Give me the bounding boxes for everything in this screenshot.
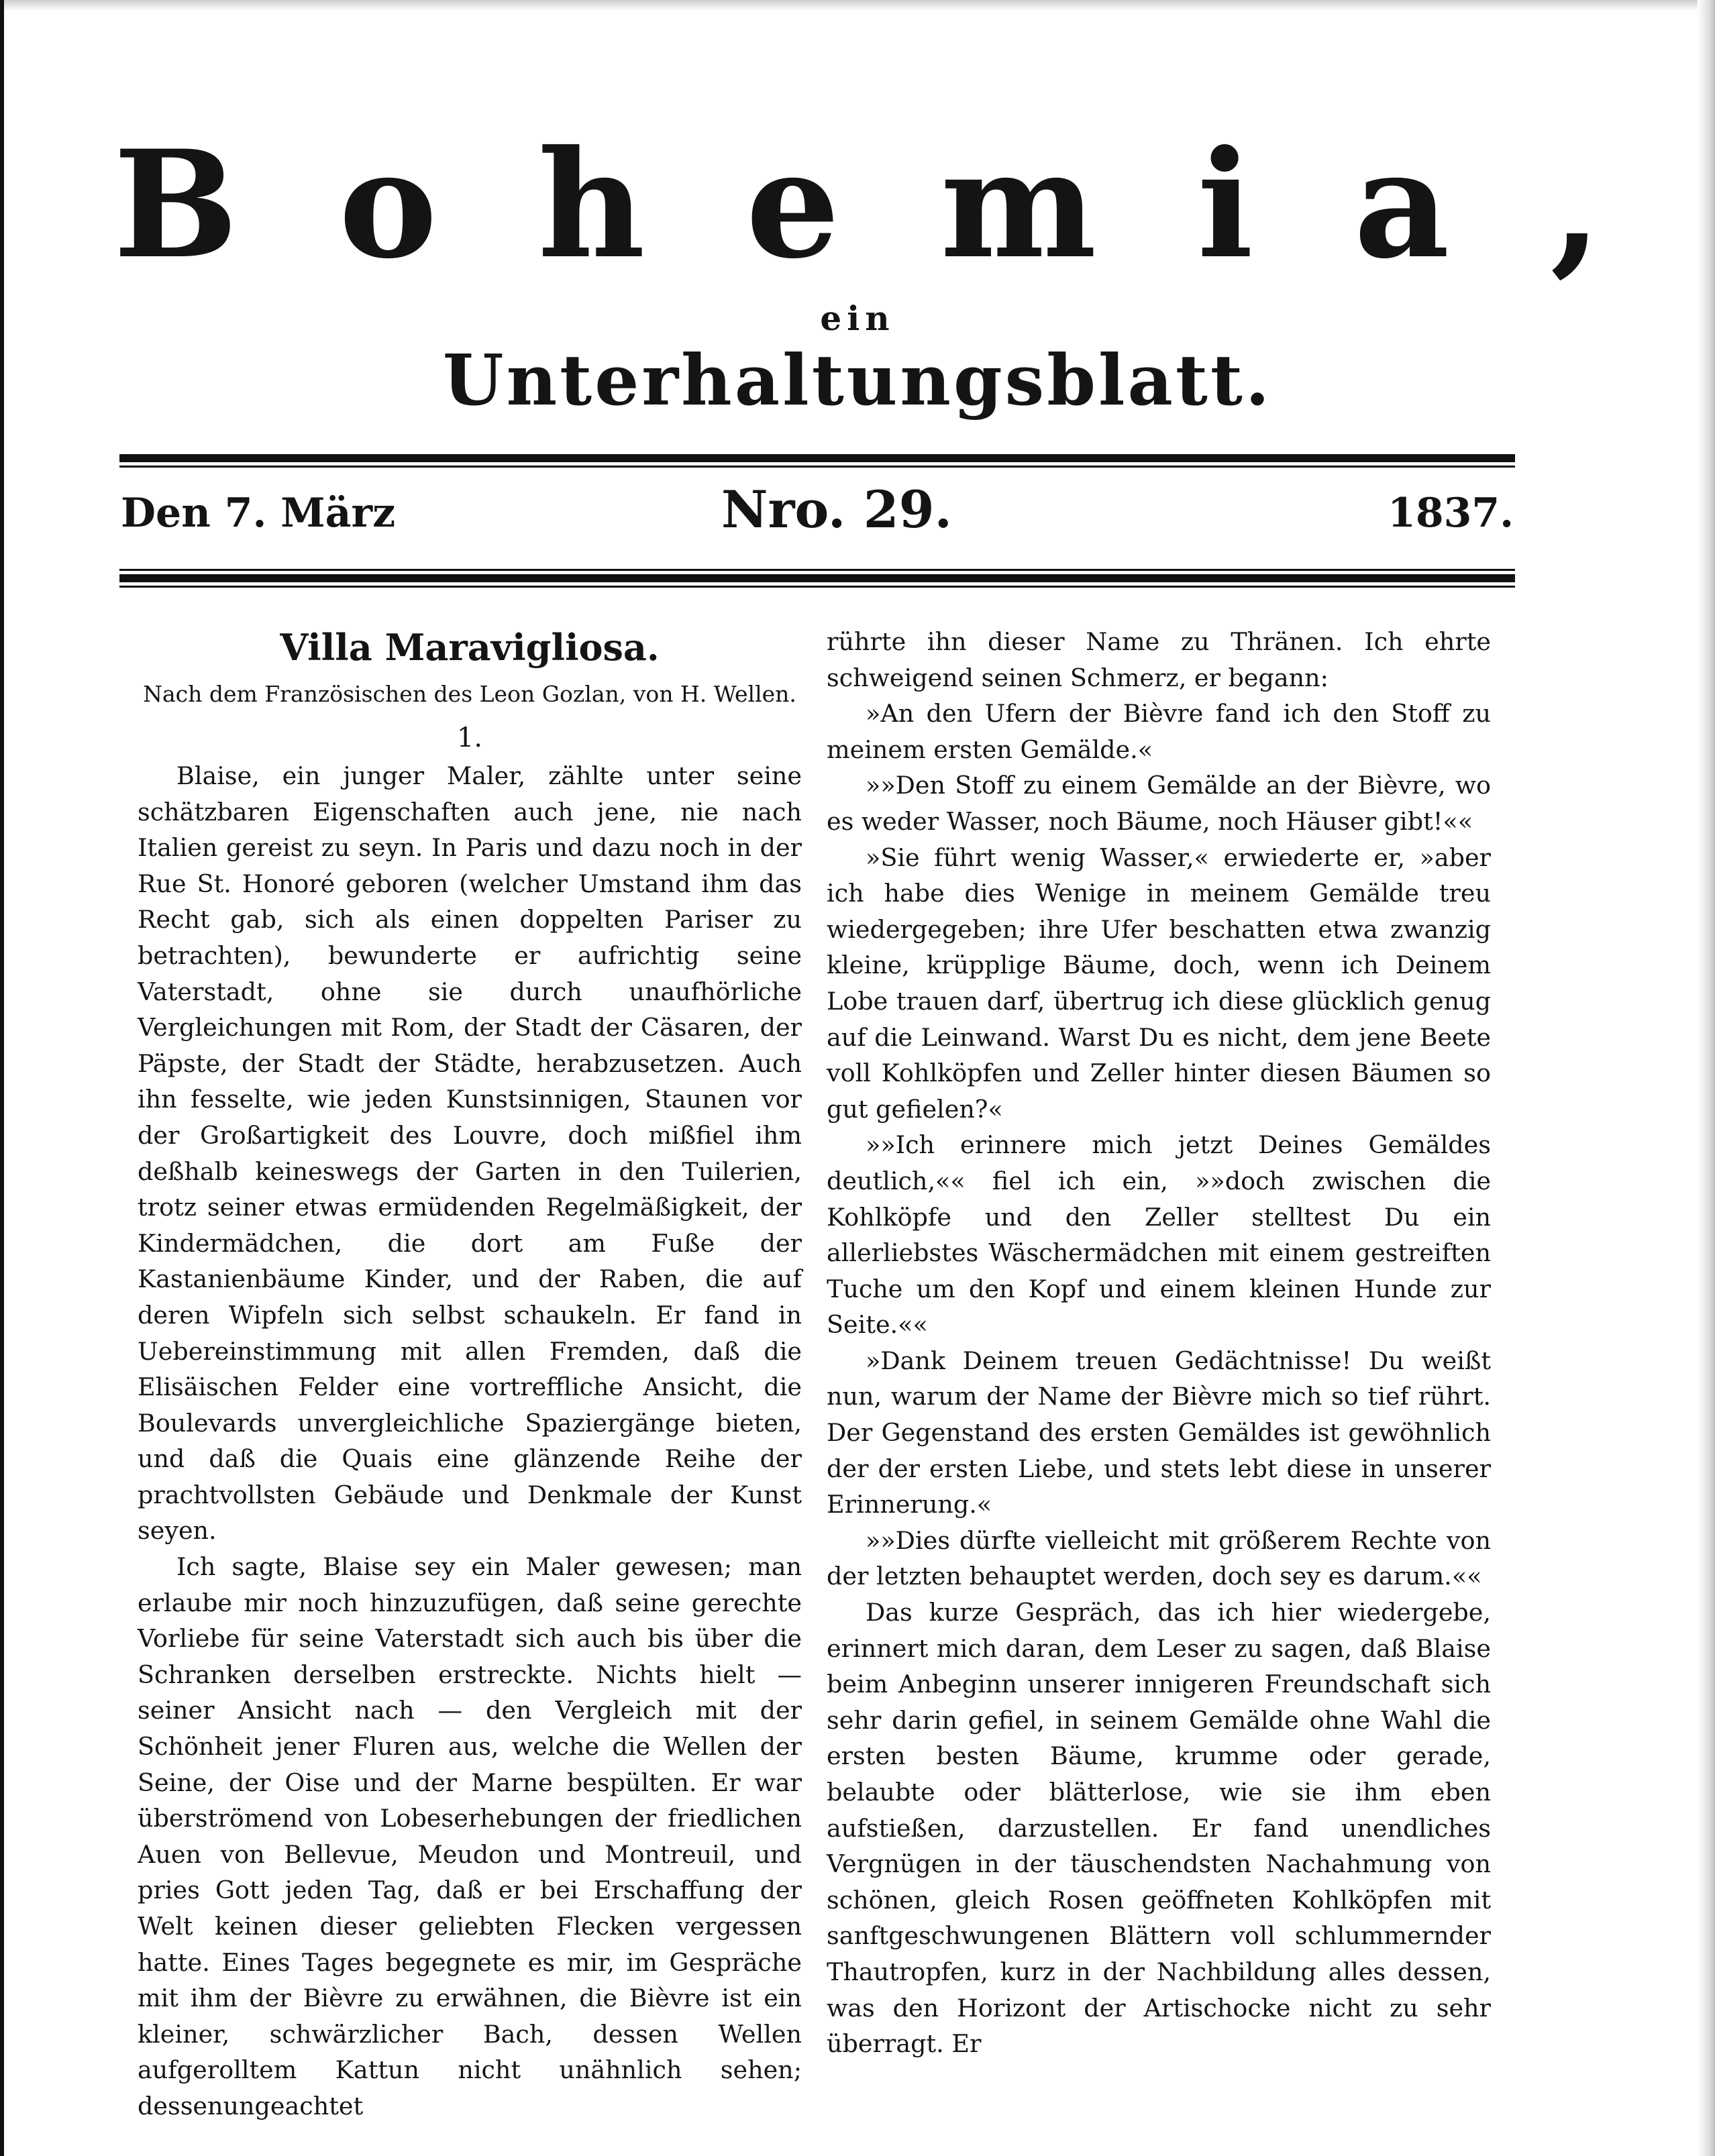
paragraph: Ich sagte, Blaise sey ein Maler gewesen; man erlaube mir noch hinzuzufügen, daß seine gerechte Vorliebe für seine Vaterstadt sich auch bis über die Schranken derselben erstreckte. Nichts hielt — seiner Ansicht nach — den Vergleich mit der Schönheit jener Fluren aus, welche die Wellen der Seine, der Oise und der Marne bespülten. Er war überströmend von Lobeserhebungen der friedlichen Auen von Bellevue, Meudon und Montreuil, und pries Gott jeden Tag, daß er bei Erschaffung der Welt keinen dieser geliebten Flecken vergessen hatte. Eines Tages begegnete es mir, im Gespräche mit ihm der Bièvre zu erwähnen, die Bièvre ist ein kleiner, schwärzlicher Bach, dessen Wellen aufgerolltem Kattun nicht unähnlich sehen; dessenungeachtet [138, 1552, 802, 2120]
article-section-number: 1. [456, 722, 483, 753]
paragraph: »An den Ufern der Bièvre fand ich den Stoff zu meinem ersten Gemälde.« [827, 699, 1491, 764]
issue-date: Den 7. März [121, 490, 396, 537]
paragraph: »»Den Stoff zu einem Gemälde an der Bièvre, wo es weder Wasser, noch Bäume, noch Häuser gibt!«« [827, 771, 1491, 836]
paragraph: »Sie führt wenig Wasser,« erwiederte er, »aber ich habe dies Wenige in meinem Gemälde treu wiedergegeben; ihre Ufer beschatten etwa zwanzig kleine, krüpplige Bäume, doch, wenn ich Deinem Lobe trauen darf, übertrug ich diese glücklich genug auf die Leinwand. Warst Du es nicht, dem jene Beete voll Kohlköpfen und Zeller hinter diesen Bäumen so gut gefielen?« [827, 843, 1491, 1124]
paragraph: rührte ihn dieser Name zu Thränen. Ich ehrte schweigend seinen Schmerz, er begann: [827, 627, 1491, 692]
masthead-title: Bohemia, [113, 117, 1703, 291]
paragraph: »»Dies dürfte vielleicht mit größerem Rechte von der letzten behauptet werden, doch sey es darum.«« [827, 1525, 1491, 1591]
paragraph: Blaise, ein junger Maler, zählte unter seine schätzbaren Eigenschaften auch jene, nie nach Italien gereist zu seyn. In Paris und dazu noch in der Rue St. Honoré geboren (welcher Umstand ihm das Recht gab, sich als einen doppelten Pariser zu betrachten), bewunderte er aufrichtig seine Vaterstadt, ohne sie durch unaufhörliche Vergleichungen mit Rom, der Stadt der Cäsaren, der Päpste, der Stadt der Städte, herabzusetzen. Auch ihn fesselte, wie jeden Kunstsinnigen, Staunen vor der Großartigkeit des Louvre, doch mißfiel ihm deßhalb keineswegs der Garten in den Tuilerien, trotz seiner etwas ermüdenden Regelmäßigkeit, der Kindermädchen, die dort am Fuße der Kastanienbäume Kinder, und der Raben, die auf deren Wipfeln sich selbst schaukeln. Er fand in Uebereinstimmung mit allen Fremden, daß die Elisäischen Felder eine vortreffliche Ansicht, die Boulevards unvergleichliche Spaziergänge bieten, und daß die Quais eine glänzende Reihe der prachtvollsten Gebäude und Denkmale der Kunst seyen. [138, 761, 802, 1546]
masthead-rule-thick [119, 454, 1515, 462]
article-title: Villa Maravigliosa. [280, 626, 660, 669]
masthead-rule-thin [119, 466, 1515, 468]
issue-number: Nro. 29. [721, 480, 953, 539]
issue-rule-thin-bottom [119, 586, 1515, 588]
page-edge-top [0, 0, 1715, 11]
masthead-subtitle: Unterhaltungsblatt. [442, 339, 1273, 421]
issue-rule-thin-top [119, 569, 1515, 571]
paragraph: »»Ich erinnere mich jetzt Deines Gemäldes deutlich,«« fiel ich ein, »»doch zwischen die Kohlköpfe und den Zeller stelltest Du ein allerliebstes Wäschermädchen mit einem gestreiften Tuche um den Kopf und einem kleinen Hunde zur Seite.«« [827, 1130, 1491, 1340]
article-column-left [138, 624, 802, 2124]
paragraph: Das kurze Gespräch, das ich hier wiedergebe, erinnert mich daran, dem Leser zu sagen, daß Blaise beim Anbeginn unserer innigeren Freundschaft sich sehr darin gefiel, in seinem Gemälde ohne Wahl die ersten besten Bäume, krumme oder gerade, belaubte oder blätterlose, wie sie ihm eben aufstießen, darzustellen. Er fand unendliches Vergnügen in der täuschendsten Nachahmung von schönen, gleich Rosen geöffneten Kohlköpfen mit sanftgeschwungenen Blättern voll schlummernder Thautropfen, kurz in der Nachbildung alles dessen, was den Horizont der Artischocke nicht zu sehr überragt. Er [827, 1598, 1491, 2059]
issue-year: 1837. [1388, 490, 1514, 537]
masthead-subtitle-small: ein [820, 299, 895, 338]
article-byline: Nach dem Französischen des Leon Gozlan, von H. Wellen. [143, 681, 796, 707]
issue-rule-thick [119, 574, 1515, 582]
article-column-right [827, 624, 1491, 2062]
paragraph: »Dank Deinem treuen Gedächtnisse! Du weißt nun, warum der Name der Bièvre mich so tief rührt. Der Gegenstand des ersten Gemäldes ist gewöhnlich der der ersten Liebe, und stets lebt diese in unserer Erinnerung.« [827, 1346, 1491, 1519]
